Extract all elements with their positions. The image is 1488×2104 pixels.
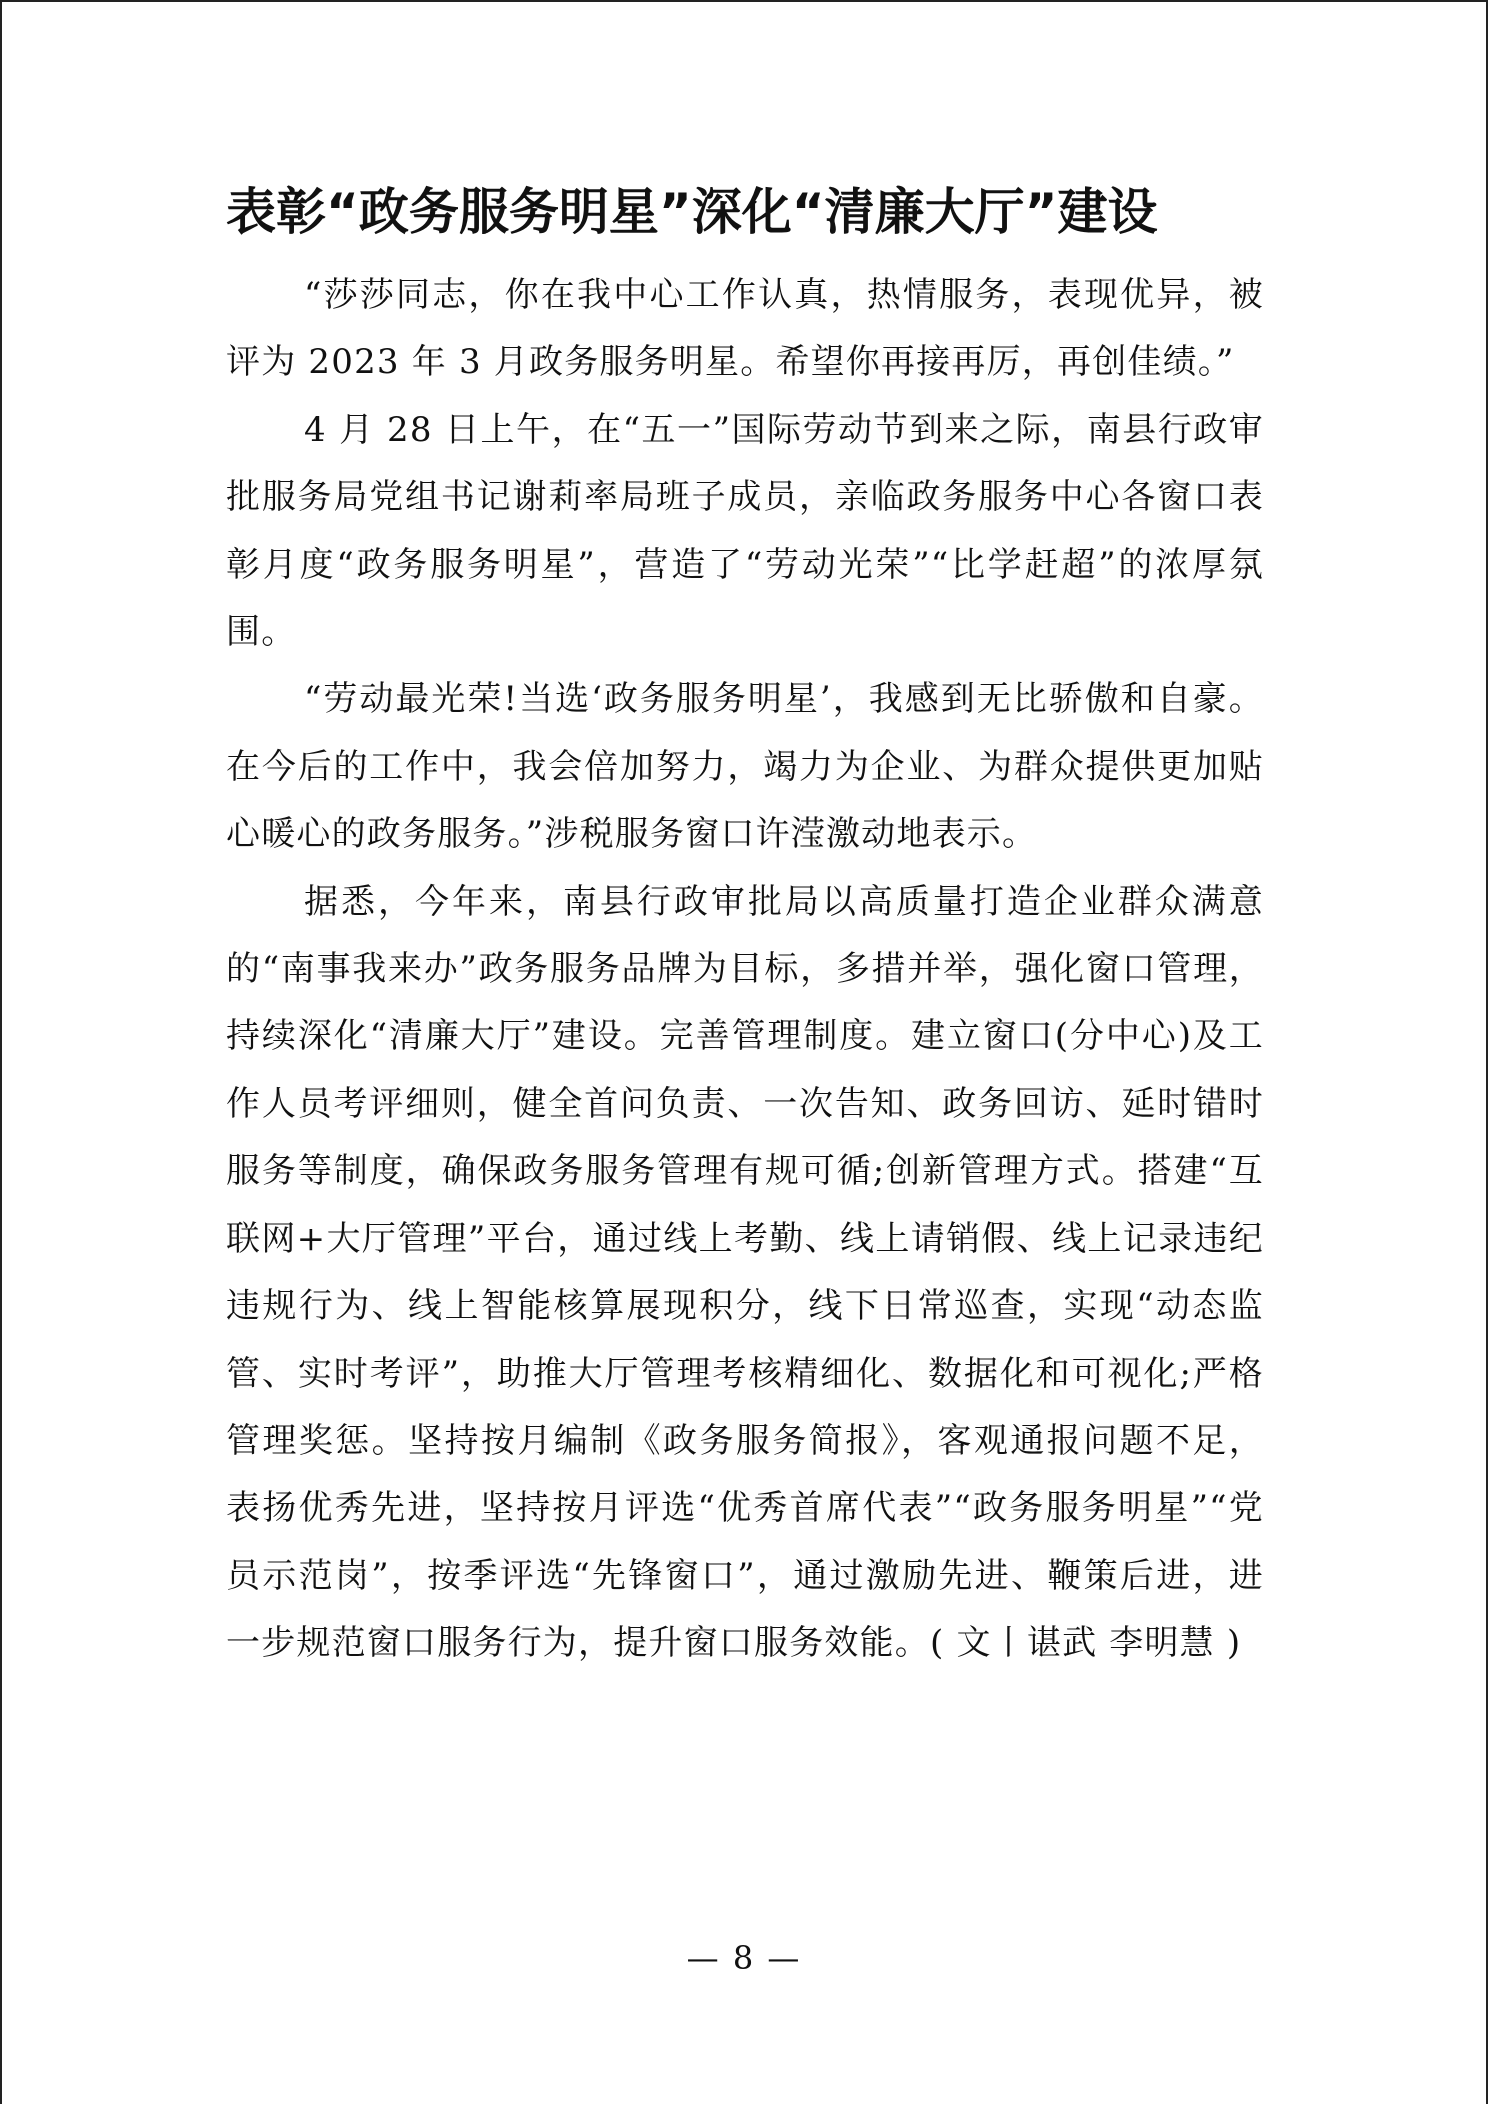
- paragraph-quote-award: “莎莎同志，你在我中心工作认真，热情服务，表现优异，被评为 2023 年 3 月政务服务明星。希望你再接再厉，再创佳绩。”: [226, 275, 1264, 383]
- article-title: 表彰“政务服务明星”深化“清廉大厅”建设: [226, 183, 1158, 241]
- page-border-left: [0, 0, 2, 2104]
- page-number: — 8 —: [686, 1939, 802, 1977]
- paragraph-winner-quote: “劳动最光荣!当选‘政务服务明星’，我感到无比骄傲和自豪。在今后的工作中，我会倍加努力，竭力为企业、为群众提供更加贴心暖心的政务服务。”涉税服务窗口许滢激动地表示。: [226, 679, 1264, 855]
- document-body: [226, 176, 1264, 1678]
- paragraph-event: 4 月 28 日上午，在“五一”国际劳动节到来之际，南县行政审批服务局党组书记谢莉率局班子成员，亲临政务服务中心各窗口表彰月度“政务服务明星”，营造了“劳动光荣”“比学赶超”的浓厚氛围。: [226, 409, 1264, 653]
- page-border-top: [0, 0, 1488, 2]
- paragraph-measures: 据悉，今年来，南县行政审批局以高质量打造企业群众满意的“南事我来办”政务服务品牌为目标，多措并举，强化窗口管理，持续深化“清廉大厅”建设。完善管理制度。建立窗口(分中心)及工作人员考评细则，健全首问负责、一次告知、政务回访、延时错时服务等制度，确保政务服务管理有规可循;创新管理方式。搭建“互联网+大厅管理”平台，通过线上考勤、线上请销假、线上记录违纪违规行为、线上智能核算展现积分，线下日常巡查，实现“动态监管、实时考评”，助推大厅管理考核精细化、数据化和可视化;严格管理奖惩。坚持按月编制《政务服务简报》，客观通报问题不足，表扬优秀先进，坚持按月评选“优秀首席代表”“政务服务明星”“党员示范岗”，按季评选“先锋窗口”，通过激励先进、鞭策后进，进一步规范窗口服务行为，提升窗口服务效能。( 文丨谌武 李明慧 ): [226, 881, 1264, 1664]
